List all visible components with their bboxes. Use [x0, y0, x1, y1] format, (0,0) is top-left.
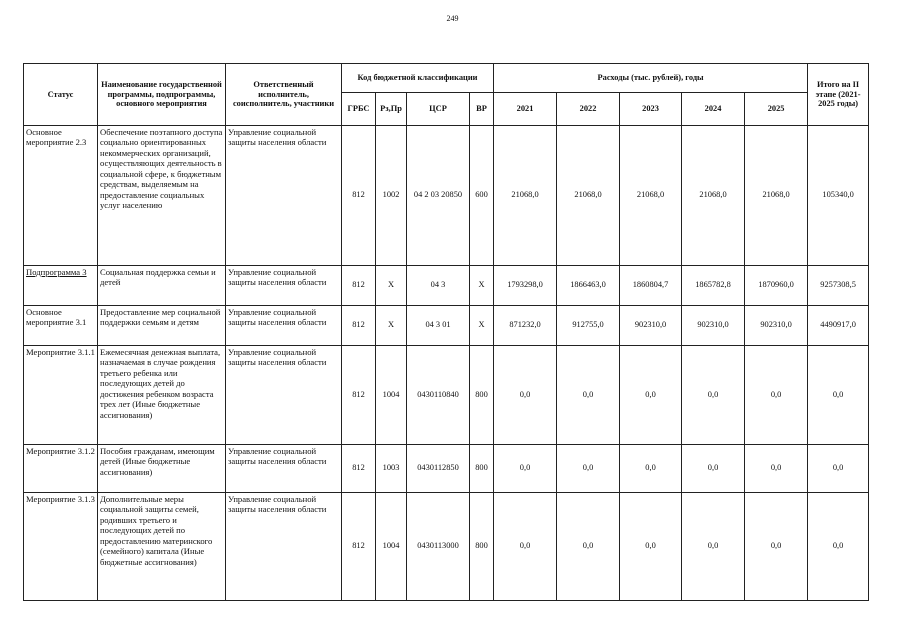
row-name: Социальная поддержка семьи и детей: [98, 266, 226, 306]
row-csr: 0430112850: [407, 445, 470, 493]
row-responsible: Управление социальной защиты населения области: [226, 346, 342, 445]
row-value-2025: 0,0: [745, 493, 808, 601]
header-year-2023: 2023: [620, 93, 682, 126]
row-value-2022: 0,0: [557, 346, 620, 445]
row-value-2023: 21068,0: [620, 126, 682, 266]
header-year-2022: 2022: [557, 93, 620, 126]
row-responsible: Управление социальной защиты населения области: [226, 306, 342, 346]
header-year-2024: 2024: [682, 93, 745, 126]
row-total: 0,0: [808, 445, 869, 493]
header-rzpr: Рз,Пр: [376, 93, 407, 126]
row-csr: 04 2 03 20850: [407, 126, 470, 266]
header-year-2021: 2021: [494, 93, 557, 126]
row-value-2024: 0,0: [682, 346, 745, 445]
row-responsible: Управление социальной защиты населения области: [226, 266, 342, 306]
row-total: 0,0: [808, 346, 869, 445]
row-status: Подпрограмма 3: [24, 266, 98, 306]
row-grbs: 812: [342, 346, 376, 445]
table-row: [24, 266, 869, 306]
row-rzpr: 1004: [376, 493, 407, 601]
row-vr: 800: [470, 346, 494, 445]
row-value-2025: 1870960,0: [745, 266, 808, 306]
row-grbs: 812: [342, 493, 376, 601]
header-grbs: ГРБС: [342, 93, 376, 126]
row-rzpr: 1003: [376, 445, 407, 493]
row-grbs: 812: [342, 266, 376, 306]
row-value-2021: 0,0: [494, 346, 557, 445]
row-name: Обеспечение поэтапного доступа социально ориентированных некоммерческих организаций, осуществляющих деятельность в социальной сфере, к бюджетным средствам, выделяемым на предоставление социальных услуг населению: [98, 126, 226, 266]
row-rzpr: 1002: [376, 126, 407, 266]
row-status: Мероприятие 3.1.2: [24, 445, 98, 493]
table-row: [24, 493, 869, 601]
row-status: Основное мероприятие 2.3: [24, 126, 98, 266]
row-value-2023: 902310,0: [620, 306, 682, 346]
header-csr: ЦСР: [407, 93, 470, 126]
row-total: 105340,0: [808, 126, 869, 266]
header-total: Итого на II этапе (2021-2025 годы): [808, 64, 869, 126]
row-grbs: 812: [342, 445, 376, 493]
row-value-2025: 21068,0: [745, 126, 808, 266]
row-value-2024: 1865782,8: [682, 266, 745, 306]
row-total: 4490917,0: [808, 306, 869, 346]
row-value-2022: 21068,0: [557, 126, 620, 266]
row-value-2024: 21068,0: [682, 126, 745, 266]
header-status: Статус: [24, 64, 98, 126]
row-csr: 0430110840: [407, 346, 470, 445]
row-value-2022: 912755,0: [557, 306, 620, 346]
budget-table: [23, 63, 869, 601]
row-csr: 0430113000: [407, 493, 470, 601]
row-value-2023: 0,0: [620, 493, 682, 601]
row-value-2024: 0,0: [682, 445, 745, 493]
row-value-2023: 0,0: [620, 346, 682, 445]
row-value-2022: 0,0: [557, 445, 620, 493]
table-row: [24, 445, 869, 493]
row-name: Дополнительные меры социальной защиты семей, родивших третьего и последующих детей по предоставлению материнского (семейного) капитала (Иные бюджетные ассигнования): [98, 493, 226, 601]
row-grbs: 812: [342, 126, 376, 266]
row-vr: Х: [470, 266, 494, 306]
header-budget-code: Код бюджетной классификации: [342, 64, 494, 93]
row-responsible: Управление социальной защиты населения области: [226, 126, 342, 266]
row-value-2022: 1866463,0: [557, 266, 620, 306]
row-value-2025: 902310,0: [745, 306, 808, 346]
table-row: [24, 126, 869, 266]
header-expenses: Расходы (тыс. рублей), годы: [494, 64, 808, 93]
row-rzpr: Х: [376, 266, 407, 306]
row-name: Ежемесячная денежная выплата, назначаемая в случае рождения третьего ребенка или последующих детей до достижения ребенком возраста трех лет (Иные бюджетные ассигнования): [98, 346, 226, 445]
row-vr: 800: [470, 493, 494, 601]
row-csr: 04 3: [407, 266, 470, 306]
row-rzpr: Х: [376, 306, 407, 346]
row-responsible: Управление социальной защиты населения области: [226, 445, 342, 493]
row-value-2021: 21068,0: [494, 126, 557, 266]
row-value-2025: 0,0: [745, 445, 808, 493]
row-value-2023: 0,0: [620, 445, 682, 493]
row-total: 0,0: [808, 493, 869, 601]
header-vr: ВР: [470, 93, 494, 126]
row-responsible: Управление социальной защиты населения области: [226, 493, 342, 601]
row-status: Мероприятие 3.1.1: [24, 346, 98, 445]
row-status: Мероприятие 3.1.3: [24, 493, 98, 601]
row-rzpr: 1004: [376, 346, 407, 445]
table-row: [24, 346, 869, 445]
row-value-2024: 0,0: [682, 493, 745, 601]
page-number: 249: [446, 14, 459, 23]
header-name: Наименование государственной программы, подпрограммы, основного мероприятия: [98, 64, 226, 126]
header-responsible: Ответственный исполнитель, соисполнитель, участники: [226, 64, 342, 126]
row-value-2024: 902310,0: [682, 306, 745, 346]
row-value-2021: 0,0: [494, 445, 557, 493]
row-total: 9257308,5: [808, 266, 869, 306]
row-value-2021: 0,0: [494, 493, 557, 601]
row-csr: 04 3 01: [407, 306, 470, 346]
row-value-2025: 0,0: [745, 346, 808, 445]
row-value-2023: 1860804,7: [620, 266, 682, 306]
row-name: Пособия гражданам, имеющим детей (Иные бюджетные ассигнования): [98, 445, 226, 493]
row-status: Основное мероприятие 3.1: [24, 306, 98, 346]
table-row: [24, 306, 869, 346]
row-value-2021: 871232,0: [494, 306, 557, 346]
row-vr: 600: [470, 126, 494, 266]
row-vr: Х: [470, 306, 494, 346]
row-grbs: 812: [342, 306, 376, 346]
row-name: Предоставление мер социальной поддержки семьям и детям: [98, 306, 226, 346]
header-year-2025: 2025: [745, 93, 808, 126]
row-value-2022: 0,0: [557, 493, 620, 601]
row-value-2021: 1793298,0: [494, 266, 557, 306]
row-vr: 800: [470, 445, 494, 493]
